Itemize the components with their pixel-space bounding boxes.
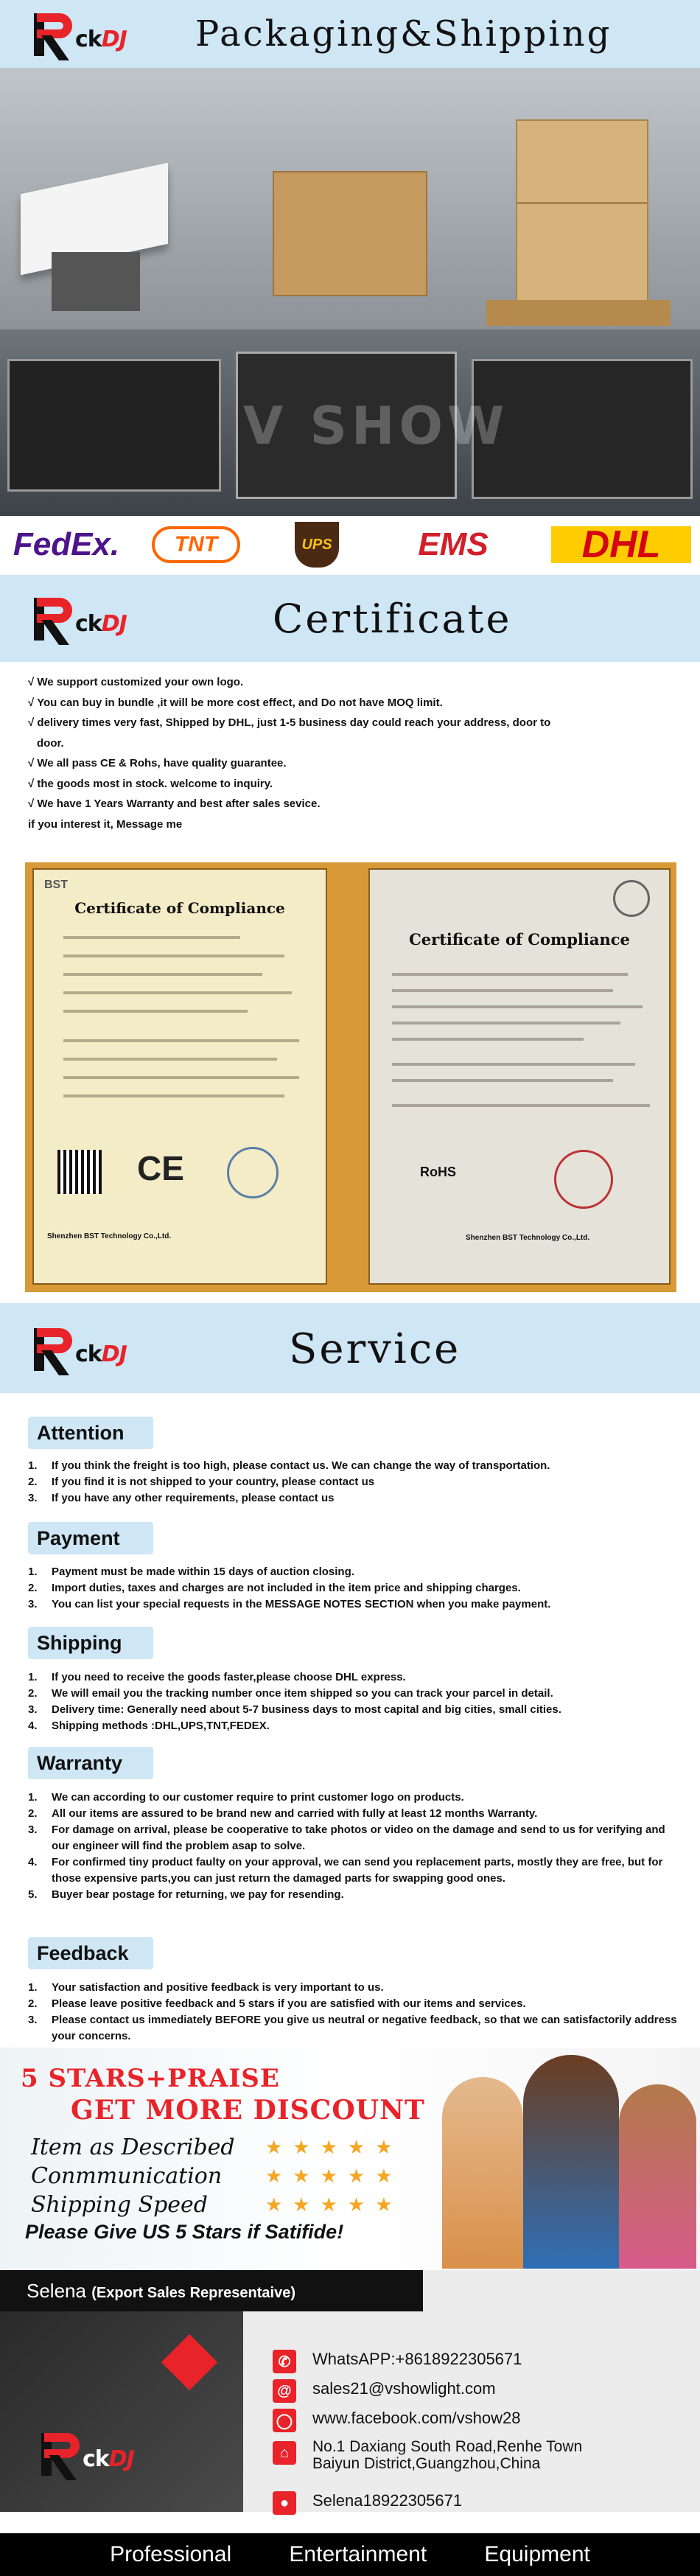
email-contact[interactable]: @ sales21@vshowlight.com [273,2379,496,2403]
carton-box-image [273,171,427,296]
brand-logo-mark [29,9,75,60]
star-rating-item: ★★★★★ [265,2136,403,2158]
whatsapp-contact[interactable]: ✆ WhatsAPP:+8618922305671 [273,2350,522,2373]
rating-label-shipping: Shipping Speed [31,2192,208,2218]
list-item: 4. For confirmed tiny product faulty on your approval, we can send you replacement parts, mostly they are free, but for those expensive parts,you can just return the damaged parts for swapping good ones. [28,1856,663,1885]
cert-org: BST [44,879,68,891]
certificate-header [0,575,700,662]
email-icon: @ [273,2379,296,2403]
promo-cta: Please Give US 5 Stars if Satifide! [25,2221,344,2243]
ce-certificate [32,868,327,1285]
flight-case-image-1 [7,359,221,492]
list-item: √ We have 1 Years Warranty and best after sales sevice. [28,797,321,810]
feedback-list [28,1980,684,2045]
rohs-certificate-title: Certificate of Compliance [409,930,630,949]
happy-people-image [413,2048,700,2269]
facebook-contact[interactable]: ◯ www.facebook.com/vshow28 [273,2409,520,2432]
list-item: 2. If you find it is not shipped to your country, please contact us [28,1476,375,1488]
footer-bar [0,2533,700,2576]
shipping-list [28,1669,684,1734]
footer-word: Entertainment [289,2542,427,2566]
rohs-certificate [368,868,671,1285]
list-item: √ We support customized your own logo. [28,676,244,688]
list-item: door. [37,736,64,750]
courier-logos [0,516,700,573]
pallet-image [486,300,671,326]
service-header [0,1303,700,1393]
star-rating-communication: ★★★★★ [265,2165,403,2187]
cert-issuer: Shenzhen BST Technology Co.,Ltd. [47,1232,172,1240]
list-item: 5. Buyer bear postage for returning, we pay for resending. [28,1888,344,1901]
intro-feature-list [28,672,676,834]
brand-logo: ckDJ [29,593,162,645]
cert-issuer: Shenzhen BST Technology Co.,Ltd. [466,1234,590,1242]
fedex-logo: FedEx. [13,526,120,562]
wechat-icon: ● [273,2491,296,2515]
rating-label-communication: Conmmunication [31,2163,223,2189]
section-title-service: Service [289,1325,461,1373]
warranty-list [28,1790,684,1903]
seal-stamp [613,880,650,917]
packaging-header [0,0,700,68]
qr-code-image [57,1150,102,1194]
warranty-heading: Warranty [28,1747,153,1779]
list-item: √ You can buy in bundle ,it will be more cost effect, and Do not have MOQ limit. [28,696,443,709]
list-item: 3. Please contact us immediately BEFORE you give us neutral or negative feedback, so that we can satisfactorily address your concerns. [28,2014,677,2042]
brand-logo: ckDJ [37,2429,169,2480]
list-item: 3. You can list your special requests in the MESSAGE NOTES SECTION when you make payment. [28,1598,551,1610]
footer-word: Equipment [484,2542,590,2566]
rep-role: (Export Sales Representaive) [91,2285,295,2301]
brand-logo: ckDJ [29,9,162,60]
list-item: 1. Your satisfaction and positive feedback is very important to us. [28,1981,384,1994]
list-item: √ delivery times very fast, Shipped by DHL, just 1-5 business day could reach your address, door to [28,716,551,729]
payment-list [28,1564,684,1613]
brand-logo: ckDJ [29,1324,162,1375]
ems-logo: EMS [418,526,489,562]
list-item: 3. If you have any other requirements, please contact us [28,1492,335,1504]
five-star-promo-banner [0,2048,700,2269]
list-item: √ the goods most in stock. welcome to inquiry. [28,777,273,790]
list-item: 1. We can according to our customer require to print customer logo on products. [28,1791,464,1804]
contact-dark-panel [0,2311,243,2512]
list-item: 2. Please leave positive feedback and 5 stars if you are satisfied with our items and services. [28,1997,526,2010]
brand-logo-mark [37,2429,83,2480]
list-item: 1. If you think the freight is too high, please contact us. We can change the way of transportation. [28,1459,550,1472]
ce-certificate-title: Certificate of Compliance [74,899,285,917]
list-item: 2. We will email you the tracking number once item shipped so you can track your parcel in detail. [28,1687,553,1700]
seal-stamp [554,1150,613,1209]
list-item: 2. All our items are assured to be brand new and carried with fully at least 12 months Warranty. [28,1807,538,1820]
watermark: V SHOW [243,396,509,456]
flight-case-photo-row [0,329,700,516]
list-item: 3. Delivery time: Generally need about 5-7 business days to most capital and big cities, small cities. [28,1703,561,1716]
attention-heading: Attention [28,1417,153,1449]
phone-icon: ✆ [273,2350,296,2373]
attention-list [28,1458,684,1507]
list-item: if you interest it, Message me [28,817,183,831]
rohs-mark: RoHS [420,1165,456,1179]
address-contact: ⌂ No.1 Daxiang South Road,Renhe Town Baiyun District,Guangzhou,China [273,2438,582,2472]
list-item: 3. For damage on arrival, please be cooperative to take photos or video on the damage and send to us for verifying and our engineer will find the problem asap to solve. [28,1823,665,1852]
tnt-logo: TNT [152,526,240,563]
star-rating-shipping: ★★★★★ [265,2193,403,2216]
list-item: 2. Import duties, taxes and charges are not included in the item price and shipping charges. [28,1582,521,1594]
sales-rep-banner [0,2270,423,2311]
list-item: 1. If you need to receive the goods faster,please choose DHL express. [28,1671,406,1683]
packaging-photo-row [0,68,700,329]
list-item: 1. Payment must be made within 15 days of auction closing. [28,1566,354,1578]
promo-line-2: GET MORE DISCOUNT [71,2095,425,2126]
seal-stamp [227,1147,279,1198]
rating-label-item: Item as Described [31,2135,235,2160]
footer-word: Professional [110,2542,232,2566]
ups-logo: UPS [295,522,339,568]
payment-heading: Payment [28,1522,153,1554]
rep-name: Selena [27,2280,86,2302]
feedback-heading: Feedback [28,1937,153,1969]
wechat-contact[interactable]: ● Selena18922305671 [273,2491,462,2515]
light-fixture-image [52,252,140,311]
globe-icon: ◯ [273,2409,296,2432]
list-item: 4. Shipping methods :DHL,UPS,TNT,FEDEX. [28,1720,270,1732]
section-title-certificate: Certificate [273,596,512,642]
brand-logo-mark [29,593,75,645]
shipping-heading: Shipping [28,1627,153,1659]
dhl-logo: DHL [551,526,691,563]
promo-line-1: 5 STARS+PRAISE [21,2064,280,2093]
home-icon: ⌂ [273,2441,296,2465]
brand-logo-mark [29,1324,75,1375]
ce-mark: CE [137,1149,184,1187]
list-item: √ We all pass CE & Rohs, have quality guarantee. [28,757,287,769]
section-title-packaging: Packaging&Shipping [195,13,612,55]
stacked-cartons-image [516,119,648,311]
